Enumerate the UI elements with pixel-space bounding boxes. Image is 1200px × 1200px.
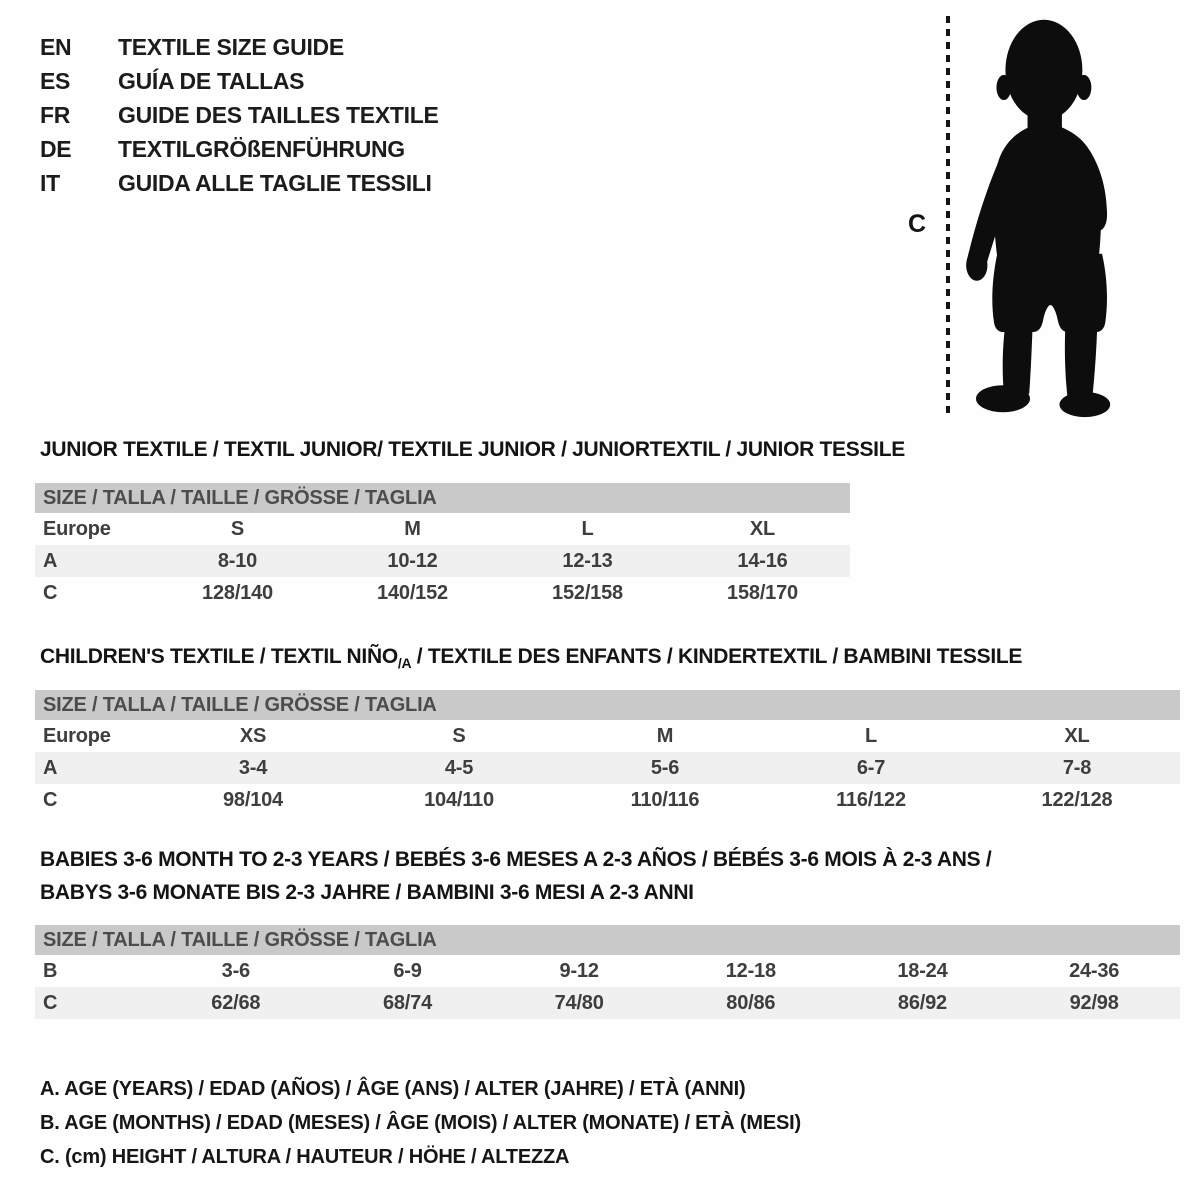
- table-cell: 158/170: [727, 581, 798, 604]
- row-label: Europe: [43, 724, 111, 747]
- babies-title-line1: BABIES 3-6 MONTH TO 2-3 YEARS / BEBÉS 3-6 MESES A 2-3 AÑOS / BÉBÉS 3-6 MOIS À 2-3 ANS /: [40, 848, 992, 871]
- size-table: [35, 513, 850, 609]
- table-cell: 10-12: [387, 549, 438, 572]
- table-cell: 152/158: [552, 581, 623, 604]
- table-row: [35, 987, 1180, 1019]
- row-label: Europe: [43, 517, 111, 540]
- table-row: [35, 513, 850, 545]
- column-header: M: [656, 724, 674, 747]
- language-title: GUIDE DES TAILLES TEXTILE: [118, 101, 439, 128]
- table-cell: 14-16: [737, 549, 788, 572]
- row-label: C: [43, 788, 58, 811]
- row-label: A: [43, 756, 58, 779]
- legend-line: A. AGE (YEARS) / EDAD (AÑOS) / ÂGE (ANS) / ALTER (JAHRE) / ETÀ (ANNI): [40, 1077, 746, 1100]
- size-bar: [35, 483, 850, 513]
- language-row: [40, 64, 439, 98]
- row-label: A: [43, 549, 58, 572]
- children-section-title: [40, 645, 1022, 671]
- babies-section-title: [40, 843, 991, 909]
- row-label: B: [43, 959, 58, 982]
- table-cell: 24-36: [1069, 959, 1120, 982]
- size-bar: [35, 925, 1180, 955]
- size-bar-label: SIZE / TALLA / TAILLE / GRÖSSE / TAGLIA: [43, 928, 437, 951]
- table-cell: 140/152: [377, 581, 448, 604]
- babies-size-table: [35, 925, 1180, 1019]
- size-bar-label: SIZE / TALLA / TAILLE / GRÖSSE / TAGLIA: [43, 693, 437, 716]
- table-cell: 92/98: [1069, 991, 1119, 1014]
- junior-section-title: JUNIOR TEXTILE / TEXTIL JUNIOR/ TEXTILE JUNIOR / JUNIORTEXTIL / JUNIOR TESSILE: [40, 438, 905, 461]
- table-cell: 104/110: [424, 788, 494, 811]
- table-row: [35, 955, 1180, 987]
- height-measure-label: C: [908, 210, 927, 238]
- language-code: IT: [40, 169, 60, 196]
- height-dashed-line: [946, 16, 950, 416]
- language-title: TEXTILGRÖßENFÜHRUNG: [118, 135, 405, 162]
- language-title: TEXTILE SIZE GUIDE: [118, 33, 344, 60]
- table-cell: 62/68: [211, 991, 261, 1014]
- legend: [40, 1072, 801, 1174]
- table-cell: 74/80: [554, 991, 604, 1014]
- column-header: XS: [239, 724, 267, 747]
- table-cell: 8-10: [217, 549, 258, 572]
- table-cell: 80/86: [726, 991, 776, 1014]
- language-title: GUÍA DE TALLAS: [118, 67, 305, 94]
- table-cell: 98/104: [223, 788, 283, 811]
- baby-silhouette: [958, 14, 1138, 420]
- table-cell: 128/140: [202, 581, 273, 604]
- table-row: [35, 577, 850, 609]
- language-code: EN: [40, 33, 72, 60]
- size-bar-label: SIZE / TALLA / TAILLE / GRÖSSE / TAGLIA: [43, 486, 437, 509]
- table-cell: 116/122: [836, 788, 906, 811]
- table-cell: 12-18: [725, 959, 776, 982]
- table-cell: 86/92: [897, 991, 947, 1014]
- table-row: [35, 784, 1180, 816]
- children-title-subscript: /A: [397, 655, 412, 672]
- column-header: S: [230, 517, 245, 540]
- language-code: DE: [40, 135, 72, 162]
- language-code: FR: [40, 101, 71, 128]
- table-cell: 9-12: [559, 959, 599, 982]
- language-row: [40, 132, 439, 166]
- row-label: C: [43, 991, 58, 1014]
- children-title-text: / TEXTILE DES ENFANTS / KINDERTEXTIL / BAMBINI TESSILE: [411, 645, 1023, 668]
- size-table: [35, 955, 1180, 1019]
- column-header: L: [864, 724, 878, 747]
- language-title: GUIDA ALLE TAGLIE TESSILI: [118, 169, 432, 196]
- table-cell: 5-6: [650, 756, 680, 779]
- table-cell: 3-6: [221, 959, 250, 982]
- legend-line: B. AGE (MONTHS) / EDAD (MESES) / ÂGE (MOIS) / ALTER (MONATE) / ETÀ (MESI): [40, 1111, 801, 1134]
- table-cell: 18-24: [897, 959, 948, 982]
- language-row: [40, 98, 439, 132]
- column-header: S: [452, 724, 466, 747]
- table-row: [35, 545, 850, 577]
- table-row: [35, 720, 1180, 752]
- table-cell: 7-8: [1062, 756, 1092, 779]
- table-cell: 6-9: [393, 959, 422, 982]
- legend-line: C. (cm) HEIGHT / ALTURA / HAUTEUR / HÖHE / ALTEZZA: [40, 1145, 570, 1168]
- table-cell: 110/116: [630, 788, 700, 811]
- row-label: C: [43, 581, 58, 604]
- babies-title-line2: BABYS 3-6 MONATE BIS 2-3 JAHRE / BAMBINI 3-6 MESI A 2-3 ANNI: [40, 881, 694, 904]
- column-header: L: [581, 517, 594, 540]
- column-header: XL: [1064, 724, 1090, 747]
- language-row: [40, 166, 439, 200]
- language-list: [40, 30, 439, 200]
- table-cell: 12-13: [562, 549, 613, 572]
- language-row: [40, 30, 439, 64]
- column-header: M: [404, 517, 421, 540]
- column-header: XL: [749, 517, 776, 540]
- size-bar: [35, 690, 1180, 720]
- language-code: ES: [40, 67, 71, 94]
- table-cell: 122/128: [1041, 788, 1113, 811]
- junior-size-table: [35, 483, 850, 609]
- table-cell: 4-5: [444, 756, 474, 779]
- size-table: [35, 720, 1180, 816]
- children-title-text: CHILDREN'S TEXTILE / TEXTIL NIÑO: [40, 645, 398, 668]
- table-cell: 6-7: [856, 756, 886, 779]
- table-row: [35, 752, 1180, 784]
- table-cell: 68/74: [382, 991, 433, 1014]
- table-cell: 3-4: [238, 756, 268, 779]
- children-size-table: [35, 690, 1180, 816]
